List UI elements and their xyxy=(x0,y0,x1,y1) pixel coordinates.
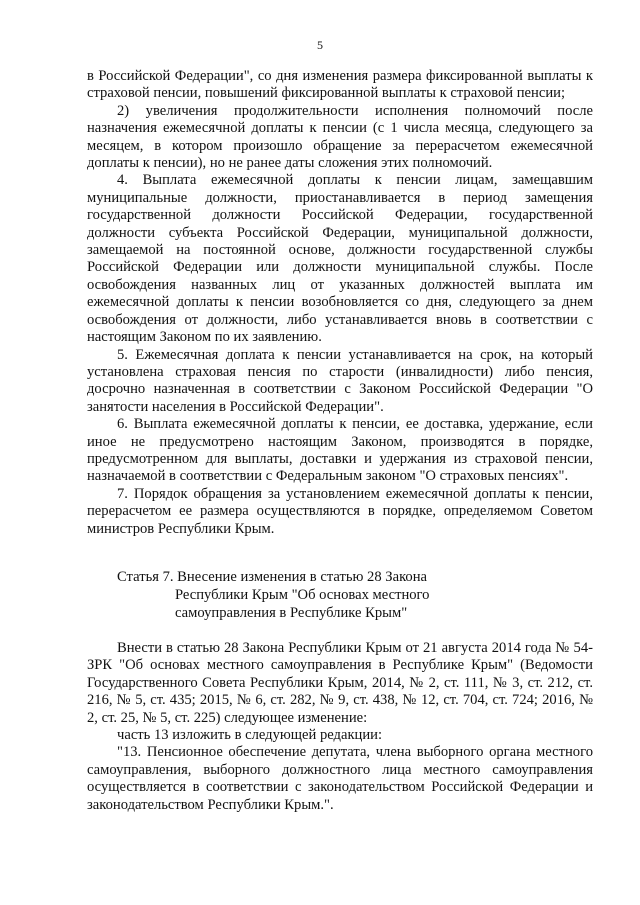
paragraph-part-5: 5. Ежемесячная доплата к пенсии устанавливается на срок, на который установлена страховая пенсия по старости (инвалидности) либо пенсия, досрочно назначенная в соответствии с Законом Российской Федерации "О занятости населения в Российской Федерации". xyxy=(87,346,593,415)
article-7-body xyxy=(87,640,593,814)
article-7-heading-line-1: Статья 7. Внесение изменения в статью 28 Закона xyxy=(117,569,428,585)
article-7-heading-line-3: самоуправления в Республике Крым" xyxy=(175,605,408,621)
paragraph-part-6: 6. Выплата ежемесячной доплаты к пенсии, ее доставка, удержание, если иное не предусмотрено настоящим Законом, производятся в порядке, предусмотренном для выплаты, доставки и удержания из страховой пенсии, назначаемой в соответствии с Федеральным законом "О страховых пенсиях". xyxy=(87,416,593,485)
article-7-heading-line-2: Республики Крым "Об основах местного xyxy=(175,587,430,603)
amendment-new-text: "13. Пенсионное обеспечение депутата, члена выборного органа местного самоуправления, выборного должностного лица местного самоуправления осуществляется в соответствии с законодательством Российской Федерации и законодательством Республики Крым.". xyxy=(87,744,593,813)
amendment-instruction: часть 13 изложить в следующей редакции: xyxy=(117,727,383,744)
article-6-continuation xyxy=(87,68,593,538)
paragraph-part-7: 7. Порядок обращения за установлением ежемесячной доплаты к пенсии, перерасчетом ее размера осуществляются в порядке, определяемом Советом министров Республики Крым. xyxy=(87,485,593,537)
page-number: 5 xyxy=(317,38,323,52)
paragraph-continuation: в Российской Федерации", со дня изменения размера фиксированной выплаты к страховой пенсии, повышений фиксированной выплаты к страховой пенсии; xyxy=(87,68,593,102)
paragraph-item-2: 2) увеличения продолжительности исполнения полномочий после назначения ежемесячной доплаты к пенсии (с 1 числа месяца, следующего за месяцем, в котором произошло обращение за перерасчетом ежемесячной доплаты к пенсии), но не ранее даты сложения этих полномочий. xyxy=(87,102,593,172)
amendment-intro: Внести в статью 28 Закона Республики Крым от 21 августа 2014 года № 54-ЗРК "Об основах местного самоуправления в Республике Крым" (Ведомости Государственного Совета Республики Крым, 2014, № 2, ст. 111, № 3, ст. 212, ст. 216, № 5, ст. 435; 2015, № 6, ст. 282, № 9, ст. 438, № 12, ст. 704, ст. 724; 2016, № 2, ст. 25, № 5, ст. 225) следующее изменение: xyxy=(87,640,593,726)
paragraph-part-4: 4. Выплата ежемесячной доплаты к пенсии лицам, замещавшим муниципальные должности, приостанавливается в период замещения государственной должности Российской Федерации, государственной должности субъекта Российской Федерации, муниципальной должности, замещаемой на постоянной основе, должности государственной службы Российской Федерации или должности муниципальной службы. После освобождения названных лиц от указанных должностей выплата им ежемесячной доплаты к пенсии возобновляется со дня, следующего за днем освобождения от должности, либо устанавливается вновь в соответствии с настоящим Законом по их заявлению. xyxy=(87,172,593,346)
article-7-heading xyxy=(117,568,557,622)
